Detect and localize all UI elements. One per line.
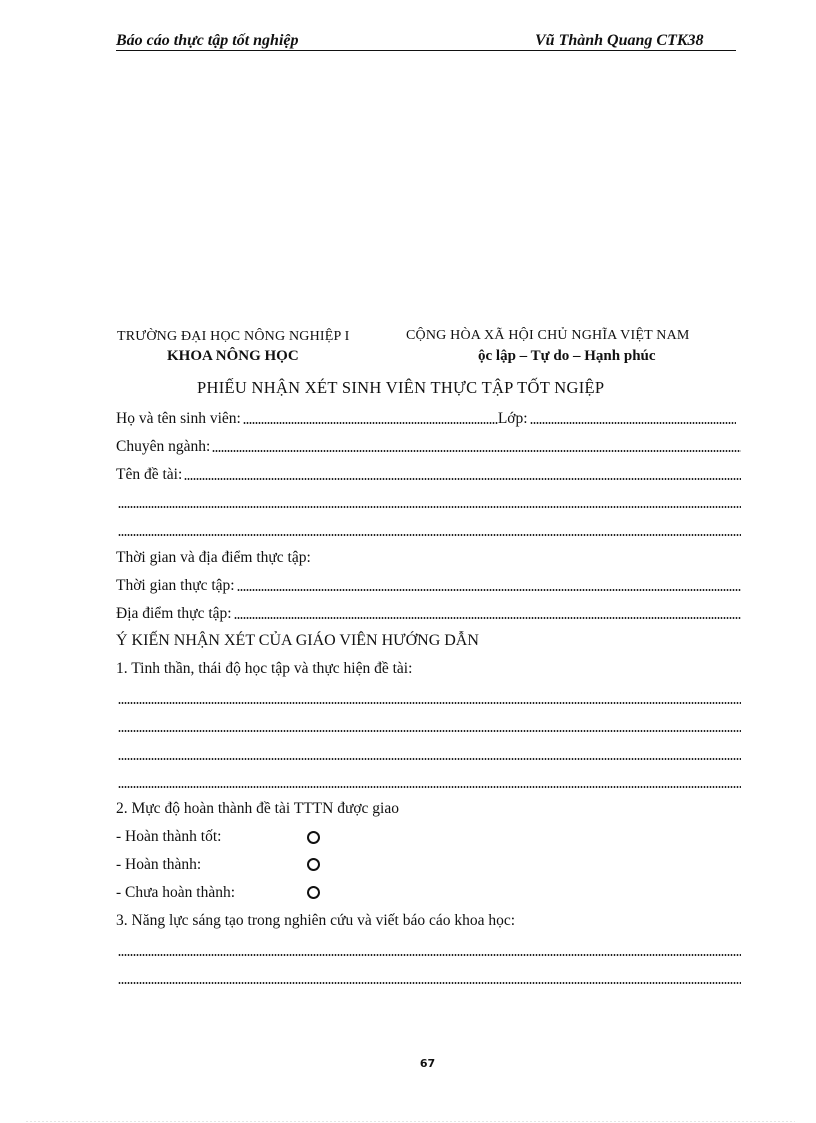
topic-label: Tên đề tài: (116, 466, 183, 483)
topic-line-2[interactable] (118, 506, 741, 508)
major-label: Chuyên ngành: (116, 438, 211, 455)
class-label: Lớp: (497, 410, 528, 427)
class-field[interactable] (530, 422, 736, 424)
option-circle-icon[interactable] (307, 886, 320, 899)
option-circle-icon[interactable] (307, 858, 320, 871)
q3-line-2[interactable] (118, 982, 741, 984)
topic-line-3[interactable] (118, 534, 741, 536)
topic-field[interactable] (184, 478, 741, 480)
place-label: Địa điểm thực tập: (116, 605, 232, 622)
q1-line-3[interactable] (118, 758, 741, 760)
time-place-label: Thời gian và địa điểm thực tập: (116, 549, 311, 566)
topic-row (116, 464, 741, 484)
q1-line-2[interactable] (118, 730, 741, 732)
form-title: PHIẾU NHẬN XÉT SINH VIÊN THỰC TẬP TỐT NGIỆP (197, 378, 605, 397)
question-1: 1. Tinh thần, thái độ học tập và thực hiện đề tài: (116, 660, 413, 677)
q1-line-4[interactable] (118, 786, 741, 788)
student-name-label: Họ và tên sinh viên: (116, 410, 241, 427)
time-place-row (116, 547, 741, 567)
header-rule (116, 50, 736, 51)
time-field[interactable] (237, 589, 741, 591)
q3-line-1[interactable] (118, 954, 741, 956)
header-right: Vũ Thành Quang CTK38 (535, 32, 704, 49)
student-name-row (116, 408, 736, 428)
q1-line-1[interactable] (118, 702, 741, 704)
major-row (116, 436, 741, 456)
section-title: Ý KIẾN NHẬN XÉT CỦA GIÁO VIÊN HƯỚNG DẪN (116, 632, 479, 649)
header-left: Báo cáo thực tập tốt nghiệp (116, 32, 299, 49)
republic-name: CỘNG HÒA XÃ HỘI CHỦ NGHĨA VIỆT NAM (403, 328, 690, 344)
university-name: TRƯỜNG ĐẠI HỌC NÔNG NGHIỆP I (117, 329, 350, 344)
option-label: - Chưa hoàn thành: (116, 884, 236, 901)
time-row (116, 575, 741, 595)
place-row (116, 603, 741, 623)
major-field[interactable] (212, 450, 741, 452)
option-label: - Hoàn thành tốt: (116, 828, 222, 845)
motto: ộc lập – Tự do – Hạnh phúc (478, 348, 656, 364)
question-3: 3. Năng lực sáng tạo trong nghiên cứu và viết báo cáo khoa học: (116, 912, 516, 929)
faculty-name: KHOA NÔNG HỌC (167, 348, 299, 364)
place-field[interactable] (234, 617, 741, 619)
student-name-field[interactable] (243, 422, 498, 424)
option-label: - Hoàn thành: (116, 856, 202, 873)
page-bottom-rule (25, 1121, 795, 1122)
page-number: 67 (419, 1057, 436, 1070)
question-2: 2. Mực độ hoàn thành đề tài TTTN được giao (116, 800, 399, 817)
option-circle-icon[interactable] (307, 831, 320, 844)
time-label: Thời gian thực tập: (116, 577, 235, 594)
